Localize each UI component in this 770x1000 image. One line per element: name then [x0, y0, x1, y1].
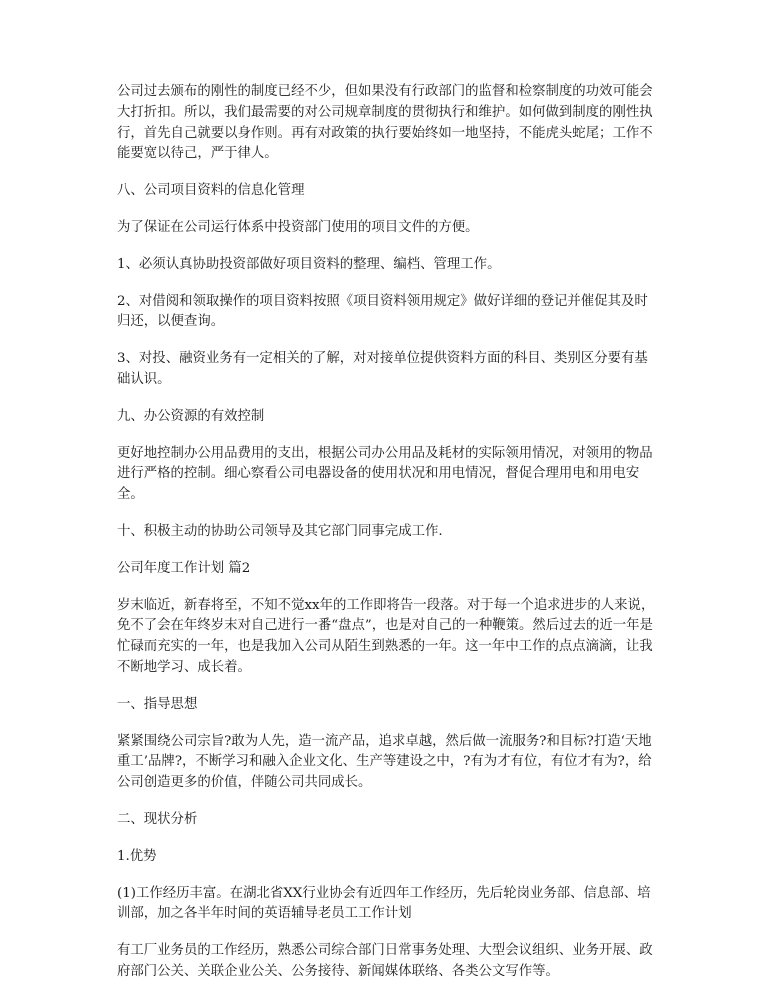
heading-status-analysis: 二、现状分析	[117, 811, 198, 827]
list-item-2: 2、对借阅和领取操作的项目资料按照《项目资料领用规定》做好详细的登记并催促其及时归还，以便查询。	[117, 293, 648, 330]
paragraph-company-tenet: 紧紧围绕公司宗旨?敢为人先，造一流产品，追求卓越，然后做一流服务?和目标?打造‘天地重工’品牌?，不断学习和融入企业文化、生产等建设之中，?有为才有位，有位才有为?，给公司创造更多的价值，伴随公司共同成长。	[117, 733, 652, 791]
document-page	[117, 82, 657, 999]
paragraph-work-experience: (1)工作经历丰富。在湖北省XX行业协会有近四年工作经历，先后轮岗业务部、信息部、培训部，加之各半年时间的英语辅导老员工工作计划	[117, 885, 651, 922]
heading-advantages: 1.优势	[117, 848, 157, 864]
heading-section-8: 八、公司项目资料的信息化管理	[117, 183, 305, 199]
heading-section-10: 十、积极主动的协助公司领导及其它部门同事完成工作.	[117, 523, 443, 539]
paragraph-office-supplies: 更好地控制办公用品费用的支出，根据公司办公用品及耗材的实际领用情况，对领用的物品进行严格的控制。细心察看公司电器设备的使用状况和用电情况，督促合理用电和用电安全。	[117, 445, 653, 503]
paragraph-rigid-rules: 公司过去颁布的刚性的制度已经不少，但如果没有行政部门的监督和检察制度的功效可能会大打折扣。所以，我们最需要的对公司规章制度的贯彻执行和维护。如何做到制度的刚性执行，首先自己就要以身作则。再有对政策的执行要始终如一地坚持，不能虎头蛇尾；工作不能要宽以待己，严于律人。	[117, 84, 653, 162]
paragraph-factory-experience: 有工厂业务员的工作经历，熟悉公司综合部门日常事务处理、大型会议组织、业务开展、政府部门公关、关联企业公关、公务接待、新闻媒体联络、各类公文写作等。	[117, 943, 653, 979]
heading-guiding-thought: 一、指导思想	[117, 696, 198, 712]
paragraph-project-files: 为了保证在公司运行体系中投资部门使用的项目文件的方便。	[117, 219, 479, 235]
paragraph-year-end: 岁末临近，新春将至，不知不觉xx年的工作即将告一段落。对于每一个追求进步的人来说，免不了会在年终岁末对自己进行一番“盘点”，也是对自己的一种鞭策。然后过去的近一年是忙碌而充实的一年，也是我加入公司从陌生到熟悉的一年。这一年中工作的点点滴滴，让我不断地学习、成长着。	[117, 597, 655, 675]
heading-plan-part-2: 公司年度工作计划 篇2	[117, 560, 251, 576]
list-item-1: 1、必须认真协助投资部做好项目资料的整理、编档、管理工作。	[117, 256, 501, 272]
list-item-3: 3、对投、融资业务有一定相关的了解，对对接单位提供资料方面的科目、类别区分要有基础认识。	[117, 351, 648, 387]
heading-section-9: 九、办公资源的有效控制	[117, 408, 265, 424]
